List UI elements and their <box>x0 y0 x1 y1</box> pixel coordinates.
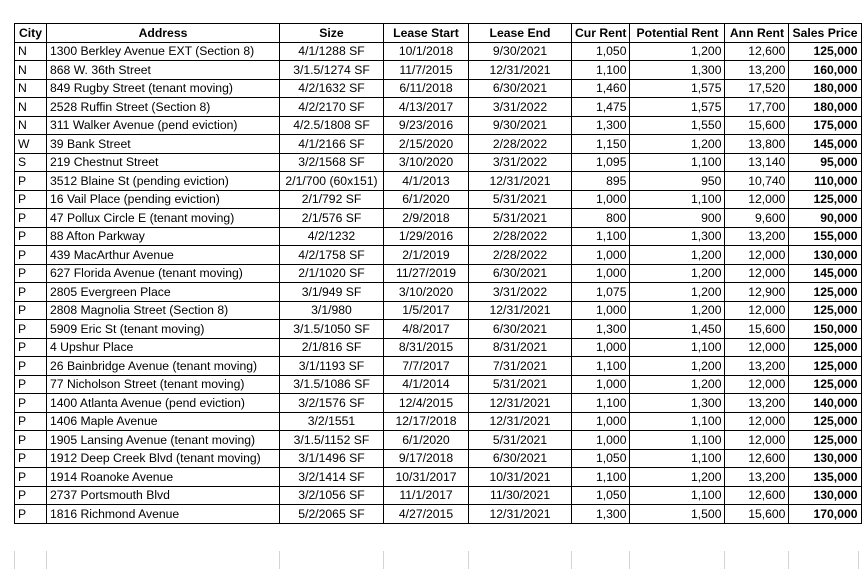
size-cell: 3/2/1568 SF <box>280 153 384 172</box>
sales-price-cell: 95,000 <box>789 153 861 172</box>
table-row <box>15 412 862 431</box>
city-cell: W <box>15 135 47 154</box>
sales-price-cell: 180,000 <box>789 98 861 117</box>
potential-rent-cell: 1,300 <box>630 227 725 246</box>
cur-rent-cell: 1,100 <box>572 227 630 246</box>
ann-rent-cell: 12,600 <box>725 449 789 468</box>
lease-end-cell: 12/31/2021 <box>469 505 572 524</box>
city-cell: P <box>15 338 47 357</box>
lease-start-cell: 4/1/2013 <box>384 172 469 191</box>
lease-table <box>14 23 862 524</box>
city-cell: P <box>15 283 47 302</box>
potential-rent-cell: 1,300 <box>630 61 725 80</box>
table-row <box>15 264 862 283</box>
lease-start-cell: 3/10/2020 <box>384 153 469 172</box>
ann-rent-cell: 12,000 <box>725 338 789 357</box>
grid-line <box>383 551 384 569</box>
lease-end-cell: 12/31/2021 <box>469 61 572 80</box>
potential-rent-cell: 1,100 <box>630 486 725 505</box>
table-row <box>15 320 862 339</box>
size-cell: 3/2/1551 <box>280 412 384 431</box>
cur-rent-cell: 1,460 <box>572 79 630 98</box>
ann-rent-cell: 12,000 <box>725 412 789 431</box>
ann-rent-cell: 15,600 <box>725 320 789 339</box>
grid-line <box>571 551 572 569</box>
sales-price-cell: 130,000 <box>789 486 861 505</box>
city-cell: P <box>15 246 47 265</box>
cur-rent-cell: 1,050 <box>572 486 630 505</box>
lease-end-cell: 7/31/2021 <box>469 357 572 376</box>
sales-price-cell: 125,000 <box>789 338 861 357</box>
ann-rent-cell: 13,200 <box>725 468 789 487</box>
ann-rent-cell: 12,000 <box>725 246 789 265</box>
sales-price-cell: 160,000 <box>789 61 861 80</box>
address-cell: 2528 Ruffin Street (Section 8) <box>47 98 280 117</box>
ann-rent-cell: 15,600 <box>725 116 789 135</box>
address-cell: 311 Walker Avenue (pend eviction) <box>47 116 280 135</box>
grid-line <box>279 551 280 569</box>
cur-rent-cell: 1,050 <box>572 449 630 468</box>
ann-rent-cell: 17,700 <box>725 98 789 117</box>
size-cell: 4/1/1288 SF <box>280 42 384 61</box>
address-cell: 1816 Richmond Avenue <box>47 505 280 524</box>
size-cell: 3/1.5/1086 SF <box>280 375 384 394</box>
cur-rent-cell: 1,000 <box>572 338 630 357</box>
header-lease-start: Lease Start <box>384 24 469 43</box>
table-row <box>15 375 862 394</box>
table-row <box>15 431 862 450</box>
lease-start-cell: 4/27/2015 <box>384 505 469 524</box>
cur-rent-cell: 800 <box>572 209 630 228</box>
address-cell: 1400 Atlanta Avenue (pend eviction) <box>47 394 280 413</box>
cur-rent-cell: 1,000 <box>572 431 630 450</box>
size-cell: 5/2/2065 SF <box>280 505 384 524</box>
city-cell: P <box>15 449 47 468</box>
lease-end-cell: 12/31/2021 <box>469 394 572 413</box>
city-cell: N <box>15 116 47 135</box>
grid-line <box>629 551 630 569</box>
city-cell: P <box>15 505 47 524</box>
size-cell: 2/1/700 (60x151) <box>280 172 384 191</box>
city-cell: S <box>15 153 47 172</box>
cur-rent-cell: 1,050 <box>572 42 630 61</box>
city-cell: P <box>15 431 47 450</box>
size-cell: 3/1/949 SF <box>280 283 384 302</box>
lease-start-cell: 6/11/2018 <box>384 79 469 98</box>
potential-rent-cell: 1,300 <box>630 394 725 413</box>
cur-rent-cell: 1,000 <box>572 375 630 394</box>
size-cell: 3/1/1193 SF <box>280 357 384 376</box>
cur-rent-cell: 1,100 <box>572 357 630 376</box>
cur-rent-cell: 1,075 <box>572 283 630 302</box>
address-cell: 4 Upshur Place <box>47 338 280 357</box>
lease-start-cell: 1/5/2017 <box>384 301 469 320</box>
lease-end-cell: 5/31/2021 <box>469 375 572 394</box>
lease-start-cell: 8/31/2015 <box>384 338 469 357</box>
potential-rent-cell: 1,200 <box>630 468 725 487</box>
potential-rent-cell: 1,100 <box>630 153 725 172</box>
table-row <box>15 61 862 80</box>
header-address: Address <box>47 24 280 43</box>
cur-rent-cell: 1,100 <box>572 468 630 487</box>
lease-end-cell: 6/30/2021 <box>469 264 572 283</box>
city-cell: P <box>15 264 47 283</box>
size-cell: 4/2/2170 SF <box>280 98 384 117</box>
potential-rent-cell: 1,200 <box>630 135 725 154</box>
cur-rent-cell: 1,000 <box>572 246 630 265</box>
lease-end-cell: 9/30/2021 <box>469 116 572 135</box>
sales-price-cell: 125,000 <box>789 190 861 209</box>
potential-rent-cell: 950 <box>630 172 725 191</box>
lease-start-cell: 6/1/2020 <box>384 190 469 209</box>
header-ann-rent: Ann Rent <box>725 24 789 43</box>
lease-start-cell: 4/1/2014 <box>384 375 469 394</box>
city-cell: P <box>15 320 47 339</box>
address-cell: 5909 Eric St (tenant moving) <box>47 320 280 339</box>
header-row <box>15 24 862 43</box>
potential-rent-cell: 1,100 <box>630 190 725 209</box>
size-cell: 2/1/1020 SF <box>280 264 384 283</box>
size-cell: 3/2/1414 SF <box>280 468 384 487</box>
lease-start-cell: 1/29/2016 <box>384 227 469 246</box>
table-row <box>15 135 862 154</box>
potential-rent-cell: 900 <box>630 209 725 228</box>
potential-rent-cell: 1,575 <box>630 79 725 98</box>
address-cell: 1914 Roanoke Avenue <box>47 468 280 487</box>
address-cell: 219 Chestnut Street <box>47 153 280 172</box>
ann-rent-cell: 12,600 <box>725 486 789 505</box>
sales-price-cell: 145,000 <box>789 264 861 283</box>
table-row <box>15 190 862 209</box>
potential-rent-cell: 1,100 <box>630 449 725 468</box>
header-potential-rent: Potential Rent <box>630 24 725 43</box>
address-cell: 1300 Berkley Avenue EXT (Section 8) <box>47 42 280 61</box>
cur-rent-cell: 1,300 <box>572 505 630 524</box>
city-cell: N <box>15 98 47 117</box>
address-cell: 868 W. 36th Street <box>47 61 280 80</box>
size-cell: 3/2/1576 SF <box>280 394 384 413</box>
city-cell: P <box>15 301 47 320</box>
city-cell: N <box>15 61 47 80</box>
table-row <box>15 209 862 228</box>
cur-rent-cell: 1,000 <box>572 301 630 320</box>
ann-rent-cell: 12,000 <box>725 264 789 283</box>
table-row <box>15 79 862 98</box>
lease-end-cell: 6/30/2021 <box>469 449 572 468</box>
table-row <box>15 486 862 505</box>
ann-rent-cell: 12,900 <box>725 283 789 302</box>
table-row <box>15 227 862 246</box>
header-lease-end: Lease End <box>469 24 572 43</box>
cur-rent-cell: 1,150 <box>572 135 630 154</box>
lease-end-cell: 9/30/2021 <box>469 42 572 61</box>
lease-end-cell: 6/30/2021 <box>469 320 572 339</box>
cur-rent-cell: 1,475 <box>572 98 630 117</box>
potential-rent-cell: 1,200 <box>630 283 725 302</box>
size-cell: 2/1/792 SF <box>280 190 384 209</box>
potential-rent-cell: 1,200 <box>630 42 725 61</box>
sales-price-cell: 90,000 <box>789 209 861 228</box>
address-cell: 627 Florida Avenue (tenant moving) <box>47 264 280 283</box>
table-row <box>15 468 862 487</box>
lease-end-cell: 6/30/2021 <box>469 79 572 98</box>
lease-start-cell: 7/7/2017 <box>384 357 469 376</box>
sales-price-cell: 125,000 <box>789 357 861 376</box>
size-cell: 4/2/1632 SF <box>280 79 384 98</box>
address-cell: 47 Pollux Circle E (tenant moving) <box>47 209 280 228</box>
ann-rent-cell: 13,200 <box>725 357 789 376</box>
table-row <box>15 283 862 302</box>
sales-price-cell: 140,000 <box>789 394 861 413</box>
lease-start-cell: 9/17/2018 <box>384 449 469 468</box>
potential-rent-cell: 1,200 <box>630 357 725 376</box>
potential-rent-cell: 1,200 <box>630 375 725 394</box>
sales-price-cell: 125,000 <box>789 301 861 320</box>
ann-rent-cell: 13,200 <box>725 61 789 80</box>
sales-price-cell: 150,000 <box>789 320 861 339</box>
sales-price-cell: 125,000 <box>789 283 861 302</box>
lease-start-cell: 9/23/2016 <box>384 116 469 135</box>
city-cell: P <box>15 375 47 394</box>
potential-rent-cell: 1,200 <box>630 301 725 320</box>
lease-start-cell: 11/1/2017 <box>384 486 469 505</box>
ann-rent-cell: 13,200 <box>725 227 789 246</box>
cur-rent-cell: 1,000 <box>572 190 630 209</box>
address-cell: 2737 Portsmouth Blvd <box>47 486 280 505</box>
lease-start-cell: 12/4/2015 <box>384 394 469 413</box>
address-cell: 849 Rugby Street (tenant moving) <box>47 79 280 98</box>
size-cell: 3/1/1496 SF <box>280 449 384 468</box>
sales-price-cell: 130,000 <box>789 246 861 265</box>
sales-price-cell: 130,000 <box>789 449 861 468</box>
lease-end-cell: 10/31/2021 <box>469 468 572 487</box>
lease-end-cell: 2/28/2022 <box>469 135 572 154</box>
ann-rent-cell: 12,000 <box>725 301 789 320</box>
cur-rent-cell: 1,100 <box>572 394 630 413</box>
lease-start-cell: 2/15/2020 <box>384 135 469 154</box>
size-cell: 4/1/2166 SF <box>280 135 384 154</box>
table-row <box>15 172 862 191</box>
header-size: Size <box>280 24 384 43</box>
ann-rent-cell: 12,000 <box>725 431 789 450</box>
lease-end-cell: 8/31/2021 <box>469 338 572 357</box>
lease-start-cell: 2/1/2019 <box>384 246 469 265</box>
sales-price-cell: 155,000 <box>789 227 861 246</box>
grid-line <box>788 551 789 569</box>
address-cell: 1406 Maple Avenue <box>47 412 280 431</box>
ann-rent-cell: 12,600 <box>725 42 789 61</box>
potential-rent-cell: 1,100 <box>630 338 725 357</box>
size-cell: 3/1.5/1050 SF <box>280 320 384 339</box>
lease-end-cell: 2/28/2022 <box>469 227 572 246</box>
address-cell: 39 Bank Street <box>47 135 280 154</box>
address-cell: 2808 Magnolia Street (Section 8) <box>47 301 280 320</box>
city-cell: N <box>15 79 47 98</box>
ann-rent-cell: 13,200 <box>725 394 789 413</box>
potential-rent-cell: 1,200 <box>630 246 725 265</box>
city-cell: P <box>15 394 47 413</box>
city-cell: N <box>15 42 47 61</box>
city-cell: P <box>15 486 47 505</box>
grid-line <box>858 551 859 569</box>
address-cell: 1912 Deep Creek Blvd (tenant moving) <box>47 449 280 468</box>
ann-rent-cell: 13,800 <box>725 135 789 154</box>
lease-start-cell: 6/1/2020 <box>384 431 469 450</box>
cur-rent-cell: 1,100 <box>572 61 630 80</box>
lease-start-cell: 12/17/2018 <box>384 412 469 431</box>
address-cell: 439 MacArthur Avenue <box>47 246 280 265</box>
lease-start-cell: 4/13/2017 <box>384 98 469 117</box>
city-cell: P <box>15 172 47 191</box>
address-cell: 3512 Blaine St (pending eviction) <box>47 172 280 191</box>
table-row <box>15 246 862 265</box>
lease-end-cell: 5/31/2021 <box>469 190 572 209</box>
cur-rent-cell: 1,300 <box>572 116 630 135</box>
size-cell: 3/1/980 <box>280 301 384 320</box>
size-cell: 3/2/1056 SF <box>280 486 384 505</box>
ann-rent-cell: 12,000 <box>725 375 789 394</box>
ann-rent-cell: 9,600 <box>725 209 789 228</box>
table-row <box>15 505 862 524</box>
ann-rent-cell: 17,520 <box>725 79 789 98</box>
header-city: City <box>15 24 47 43</box>
table-row <box>15 301 862 320</box>
address-cell: 1905 Lansing Avenue (tenant moving) <box>47 431 280 450</box>
city-cell: P <box>15 190 47 209</box>
size-cell: 2/1/576 SF <box>280 209 384 228</box>
potential-rent-cell: 1,575 <box>630 98 725 117</box>
lease-end-cell: 3/31/2022 <box>469 98 572 117</box>
lease-start-cell: 2/9/2018 <box>384 209 469 228</box>
sales-price-cell: 180,000 <box>789 79 861 98</box>
address-cell: 77 Nicholson Street (tenant moving) <box>47 375 280 394</box>
sales-price-cell: 125,000 <box>789 375 861 394</box>
city-cell: P <box>15 412 47 431</box>
address-cell: 26 Bainbridge Avenue (tenant moving) <box>47 357 280 376</box>
potential-rent-cell: 1,100 <box>630 412 725 431</box>
table-row <box>15 153 862 172</box>
lease-start-cell: 11/27/2019 <box>384 264 469 283</box>
ann-rent-cell: 10,740 <box>725 172 789 191</box>
address-cell: 16 Vail Place (pending eviction) <box>47 190 280 209</box>
table-row <box>15 394 862 413</box>
sales-price-cell: 175,000 <box>789 116 861 135</box>
city-cell: P <box>15 468 47 487</box>
cur-rent-cell: 1,000 <box>572 412 630 431</box>
grid-line <box>468 551 469 569</box>
table-row <box>15 338 862 357</box>
sales-price-cell: 110,000 <box>789 172 861 191</box>
lease-start-cell: 10/1/2018 <box>384 42 469 61</box>
cur-rent-cell: 1,300 <box>572 320 630 339</box>
size-cell: 3/1.5/1152 SF <box>280 431 384 450</box>
lease-start-cell: 11/7/2015 <box>384 61 469 80</box>
lease-end-cell: 2/28/2022 <box>469 246 572 265</box>
ann-rent-cell: 13,140 <box>725 153 789 172</box>
city-cell: P <box>15 227 47 246</box>
sales-price-cell: 125,000 <box>789 412 861 431</box>
potential-rent-cell: 1,100 <box>630 431 725 450</box>
city-cell: P <box>15 209 47 228</box>
grid-line <box>46 551 47 569</box>
address-cell: 2805 Evergreen Place <box>47 283 280 302</box>
potential-rent-cell: 1,450 <box>630 320 725 339</box>
potential-rent-cell: 1,500 <box>630 505 725 524</box>
table-row <box>15 42 862 61</box>
header-sales-price: Sales Price <box>789 24 861 43</box>
potential-rent-cell: 1,550 <box>630 116 725 135</box>
size-cell: 2/1/816 SF <box>280 338 384 357</box>
lease-start-cell: 4/8/2017 <box>384 320 469 339</box>
grid-line <box>724 551 725 569</box>
lease-end-cell: 3/31/2022 <box>469 153 572 172</box>
lease-end-cell: 12/31/2021 <box>469 301 572 320</box>
size-cell: 4/2/1758 SF <box>280 246 384 265</box>
table-row <box>15 98 862 117</box>
lease-end-cell: 3/31/2022 <box>469 283 572 302</box>
lease-end-cell: 5/31/2021 <box>469 431 572 450</box>
lease-start-cell: 10/31/2017 <box>384 468 469 487</box>
sales-price-cell: 145,000 <box>789 135 861 154</box>
lease-end-cell: 12/31/2021 <box>469 412 572 431</box>
table-row <box>15 357 862 376</box>
size-cell: 4/2.5/1808 SF <box>280 116 384 135</box>
header-cur-rent: Cur Rent <box>572 24 630 43</box>
sales-price-cell: 170,000 <box>789 505 861 524</box>
lease-start-cell: 3/10/2020 <box>384 283 469 302</box>
city-cell: P <box>15 357 47 376</box>
lease-end-cell: 11/30/2021 <box>469 486 572 505</box>
cur-rent-cell: 1,095 <box>572 153 630 172</box>
cur-rent-cell: 1,000 <box>572 264 630 283</box>
lease-end-cell: 5/31/2021 <box>469 209 572 228</box>
ann-rent-cell: 12,000 <box>725 190 789 209</box>
potential-rent-cell: 1,200 <box>630 264 725 283</box>
address-cell: 88 Afton Parkway <box>47 227 280 246</box>
size-cell: 4/2/1232 <box>280 227 384 246</box>
size-cell: 3/1.5/1274 SF <box>280 61 384 80</box>
grid-line <box>14 551 15 569</box>
table-row <box>15 116 862 135</box>
ann-rent-cell: 15,600 <box>725 505 789 524</box>
lease-end-cell: 12/31/2021 <box>469 172 572 191</box>
cur-rent-cell: 895 <box>572 172 630 191</box>
table-row <box>15 449 862 468</box>
sales-price-cell: 125,000 <box>789 431 861 450</box>
sales-price-cell: 135,000 <box>789 468 861 487</box>
sales-price-cell: 125,000 <box>789 42 861 61</box>
